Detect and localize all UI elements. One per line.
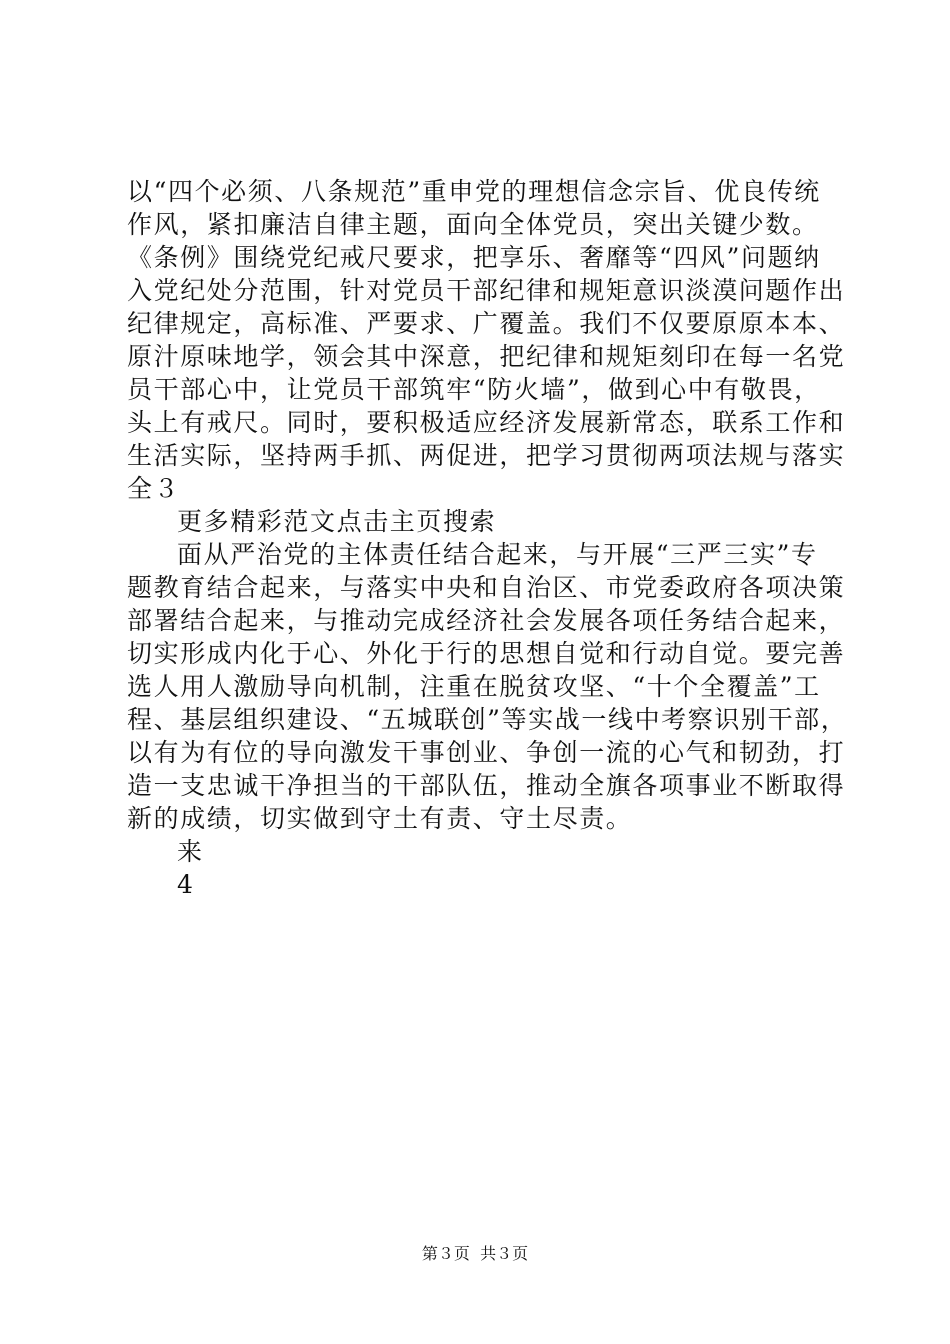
- body-text-line: 题教育结合起来，与落实中央和自治区、市党委政府各项决策: [127, 573, 846, 602]
- body-text-line: 纪律规定，高标准、严要求、广覆盖。我们不仅要原原本本、: [127, 309, 846, 338]
- promo-link-text: 更多精彩范文点击主页搜索: [177, 507, 497, 536]
- page-number-footer: 第３页 共３页: [421, 1244, 529, 1263]
- body-text-line: 程、基层组织建设、“五城联创”等实战一线中考察识别干部，: [127, 705, 848, 734]
- body-text-line: 以有为有位的导向激发干事创业、争创一流的心气和韧劲，打: [127, 738, 846, 767]
- body-text-line: 选人用人激励导向机制，注重在脱贫攻坚、“十个全覆盖”工: [127, 672, 821, 701]
- body-text-line: 以“四个必须、八条规范”重申党的理想信念宗旨、优良传统: [127, 177, 821, 206]
- body-text-line: 入党纪处分范围，针对党员干部纪律和规矩意识淡漠问题作出: [127, 276, 846, 305]
- body-text-line: 全３: [127, 474, 181, 503]
- body-text-line: 部署结合起来，与推动完成经济社会发展各项任务结合起来，: [127, 606, 846, 635]
- trailing-text-line: 4: [177, 870, 195, 899]
- body-text-line: 面从严治党的主体责任结合起来，与开展“三严三实”专: [177, 540, 818, 569]
- body-text-line: 作风，紧扣廉洁自律主题，面向全体党员，突出关键少数。: [127, 210, 819, 239]
- body-text-line: 原汁原味地学，领会其中深意，把纪律和规矩刻印在每一名党: [127, 342, 846, 371]
- body-text-line: 员干部心中，让党员干部筑牢“防火墙”，做到心中有敬畏，: [127, 375, 821, 404]
- body-text-line: 生活实际，坚持两手抓、两促进，把学习贯彻两项法规与落实: [127, 441, 846, 470]
- body-text-line: 头上有戒尺。同时，要积极适应经济发展新常态，联系工作和: [127, 408, 846, 437]
- body-text-line: 切实形成内化于心、外化于行的思想自觉和行动自觉。要完善: [127, 639, 846, 668]
- body-text-line: 新的成绩，切实做到守土有责、守土尽责。: [127, 804, 633, 833]
- trailing-text-line: 来: [177, 837, 204, 866]
- body-text-line: 造一支忠诚干净担当的干部队伍，推动全旗各项事业不断取得: [127, 771, 846, 800]
- body-text-line: 《条例》围绕党纪戒尺要求，把享乐、奢靡等“四风”问题纳: [127, 243, 821, 272]
